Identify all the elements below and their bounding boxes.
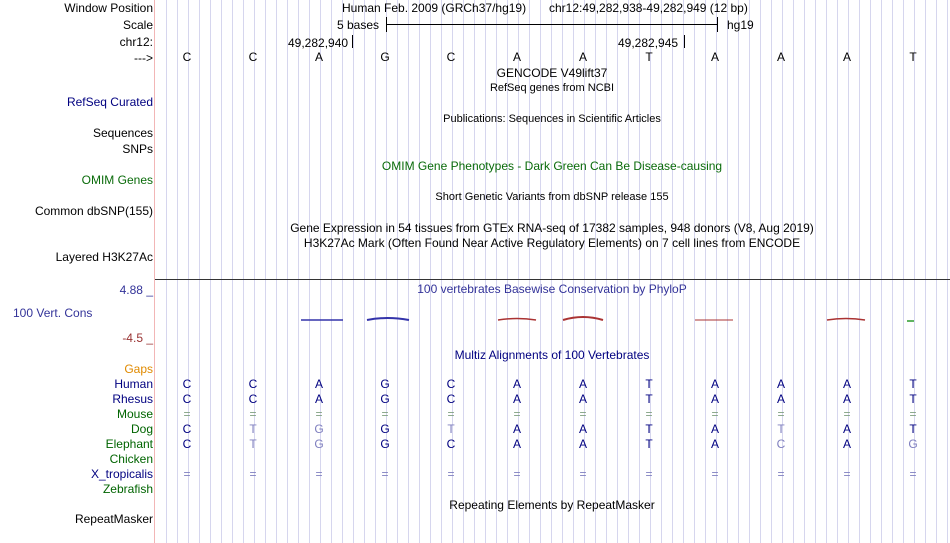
aligned-base: = bbox=[315, 407, 323, 421]
aligned-base: A bbox=[842, 377, 851, 391]
refseq-track-label[interactable]: RefSeq Curated bbox=[66, 95, 153, 109]
grid-line bbox=[903, 0, 904, 543]
scale-bar-text: 5 bases bbox=[337, 18, 380, 32]
species-label-elephant[interactable]: Elephant bbox=[105, 437, 153, 451]
reference-base: T bbox=[645, 50, 653, 64]
grid-line bbox=[375, 0, 376, 543]
grid-line bbox=[243, 0, 244, 543]
cons-min-label: -4.5 _ bbox=[122, 331, 153, 345]
aligned-base: = bbox=[777, 407, 785, 421]
repeatmasker-track-label[interactable]: RepeatMasker bbox=[74, 512, 153, 526]
grid-line bbox=[727, 0, 728, 543]
aligned-base: T bbox=[645, 437, 653, 451]
cons-red-segment-2 bbox=[563, 317, 603, 320]
aligned-base: C bbox=[446, 377, 456, 391]
aligned-base: T bbox=[249, 437, 257, 451]
aligned-base: T bbox=[447, 422, 455, 436]
grid-line bbox=[782, 0, 783, 543]
aligned-base: T bbox=[909, 422, 917, 436]
aligned-base: A bbox=[512, 392, 521, 406]
reference-base: C bbox=[446, 50, 456, 64]
aligned-base: A bbox=[314, 377, 323, 391]
coord-label-b: 49,282,945 bbox=[618, 36, 679, 50]
grid-line bbox=[815, 0, 816, 543]
grid-line bbox=[397, 0, 398, 543]
species-label-x_tropicalis[interactable]: X_tropicalis bbox=[90, 467, 153, 481]
snps-track-label[interactable]: SNPs bbox=[122, 142, 153, 156]
reference-base: A bbox=[512, 50, 521, 64]
scale-label: Scale bbox=[122, 18, 153, 32]
dbsnp-track-title[interactable]: Short Genetic Variants from dbSNP release 155 bbox=[435, 191, 669, 203]
grid-line bbox=[936, 0, 937, 543]
grid-line bbox=[265, 0, 266, 543]
aligned-base: = bbox=[315, 467, 323, 481]
grid-line bbox=[221, 0, 222, 543]
aligned-base: A bbox=[710, 422, 719, 436]
aligned-base: A bbox=[710, 392, 719, 406]
coord-label-a: 49,282,940 bbox=[288, 36, 349, 50]
species-label-rhesus[interactable]: Rhesus bbox=[112, 392, 153, 406]
grid-line bbox=[254, 0, 255, 543]
grid-line bbox=[705, 0, 706, 543]
aligned-base: = bbox=[843, 407, 851, 421]
track-divider bbox=[155, 279, 950, 280]
aligned-base: = bbox=[909, 467, 917, 481]
grid-line bbox=[342, 0, 343, 543]
assembly-name: Human Feb. 2009 (GRCh37/hg19) bbox=[342, 1, 527, 15]
gtex-track-title[interactable]: Gene Expression in 54 tissues from GTEx RNA-seq of 17382 samples, 948 donors (V8, Aug 2019) bbox=[290, 221, 814, 235]
aligned-base: T bbox=[249, 422, 257, 436]
grid-line bbox=[925, 0, 926, 543]
aligned-base: = bbox=[381, 407, 389, 421]
grid-line bbox=[353, 0, 354, 543]
aligned-base: G bbox=[314, 422, 324, 436]
aligned-base: C bbox=[248, 392, 258, 406]
grid-line bbox=[661, 0, 662, 543]
grid-line bbox=[639, 0, 640, 543]
multiz-track-title[interactable]: Multiz Alignments of 100 Vertebrates bbox=[454, 348, 650, 362]
aligned-base: = bbox=[183, 407, 191, 421]
aligned-base: T bbox=[645, 377, 653, 391]
grid-line bbox=[760, 0, 761, 543]
coord-tick-b bbox=[684, 35, 685, 48]
aligned-base: = bbox=[183, 467, 191, 481]
grid-line bbox=[738, 0, 739, 543]
grid-line bbox=[914, 0, 915, 543]
grid-line bbox=[650, 0, 651, 543]
grid-line bbox=[408, 0, 409, 543]
grid-line bbox=[430, 0, 431, 543]
reference-base: T bbox=[909, 50, 917, 64]
aligned-base: A bbox=[512, 422, 521, 436]
grid-line bbox=[386, 0, 387, 543]
gaps-label: Gaps bbox=[124, 362, 153, 376]
grid-line bbox=[309, 0, 310, 543]
strand-label: ---> bbox=[134, 51, 153, 65]
cons-wiggle-plot bbox=[155, 306, 950, 330]
grid-line bbox=[870, 0, 871, 543]
aligned-base: A bbox=[314, 392, 323, 406]
omim-track-label[interactable]: OMIM Genes bbox=[81, 173, 153, 187]
grid-line bbox=[419, 0, 420, 543]
aligned-base: A bbox=[842, 392, 851, 406]
reference-base: A bbox=[842, 50, 851, 64]
grid-line bbox=[199, 0, 200, 543]
grid-line bbox=[837, 0, 838, 543]
aligned-base: C bbox=[182, 422, 192, 436]
refseq-track-subtitle[interactable]: RefSeq genes from NCBI bbox=[489, 82, 615, 94]
aligned-base: C bbox=[182, 437, 192, 451]
grid-line bbox=[826, 0, 827, 543]
species-label-human[interactable]: Human bbox=[114, 377, 153, 391]
aligned-base: = bbox=[843, 467, 851, 481]
aligned-base: T bbox=[909, 392, 917, 406]
aligned-base: = bbox=[579, 407, 587, 421]
grid-line bbox=[287, 0, 288, 543]
aligned-base: = bbox=[513, 467, 521, 481]
aligned-base: A bbox=[512, 377, 521, 391]
aligned-base: A bbox=[842, 422, 851, 436]
aligned-base: C bbox=[446, 437, 456, 451]
reference-base: A bbox=[314, 50, 323, 64]
grid-line bbox=[947, 0, 948, 543]
aligned-base: G bbox=[380, 437, 390, 451]
grid-line bbox=[364, 0, 365, 543]
aligned-base: C bbox=[182, 392, 192, 406]
grid-line bbox=[166, 0, 167, 543]
species-label-zebrafish[interactable]: Zebrafish bbox=[102, 482, 153, 496]
grid-line bbox=[276, 0, 277, 543]
aligned-base: A bbox=[512, 437, 521, 451]
reference-base: A bbox=[776, 50, 785, 64]
grid-line bbox=[177, 0, 178, 543]
aligned-base: = bbox=[645, 407, 653, 421]
grid-line bbox=[848, 0, 849, 543]
grid-line bbox=[859, 0, 860, 543]
aligned-base: = bbox=[249, 467, 257, 481]
aligned-base: A bbox=[842, 437, 851, 451]
cons-red-segment-4 bbox=[827, 319, 865, 321]
aligned-base: = bbox=[909, 407, 917, 421]
label-separator bbox=[154, 0, 155, 543]
grid-line bbox=[617, 0, 618, 543]
aligned-base: = bbox=[249, 407, 257, 421]
chrom-label: chr12: bbox=[119, 35, 153, 49]
aligned-base: A bbox=[776, 392, 785, 406]
sequences-track-label[interactable]: Sequences bbox=[92, 126, 153, 140]
aligned-base: = bbox=[579, 467, 587, 481]
publications-track-title[interactable]: Publications: Sequences in Scientific Articles bbox=[443, 113, 661, 125]
cons-track-label[interactable]: 100 Vert. Cons bbox=[13, 306, 93, 320]
aligned-base: = bbox=[711, 467, 719, 481]
grid-line bbox=[320, 0, 321, 543]
aligned-base: C bbox=[182, 377, 192, 391]
scale-db-label: hg19 bbox=[727, 18, 754, 32]
cons-blue-segment-2 bbox=[367, 318, 409, 320]
reference-base: A bbox=[710, 50, 719, 64]
aligned-base: G bbox=[380, 392, 390, 406]
omim-track-title[interactable]: OMIM Gene Phenotypes - Dark Green Can Be Disease-causing bbox=[381, 159, 723, 173]
grid-line bbox=[804, 0, 805, 543]
grid-line bbox=[628, 0, 629, 543]
cons-track-title[interactable]: 100 vertebrates Basewise Conservation by PhyloP bbox=[417, 282, 687, 296]
grid-line bbox=[716, 0, 717, 543]
grid-line bbox=[683, 0, 684, 543]
aligned-base: = bbox=[645, 467, 653, 481]
aligned-base: T bbox=[909, 377, 917, 391]
grid-line bbox=[232, 0, 233, 543]
aligned-base: A bbox=[578, 392, 587, 406]
aligned-base: A bbox=[710, 437, 719, 451]
h3k27ac-track-title[interactable]: H3K27Ac Mark (Often Found Near Active Regulatory Elements) on 7 cell lines from ENCODE bbox=[303, 236, 801, 250]
aligned-base: = bbox=[381, 467, 389, 481]
aligned-base: G bbox=[380, 377, 390, 391]
grid-line bbox=[210, 0, 211, 543]
cons-red-segment-1 bbox=[498, 319, 536, 321]
reference-base: A bbox=[578, 50, 587, 64]
aligned-base: A bbox=[776, 377, 785, 391]
species-label-chicken[interactable]: Chicken bbox=[109, 452, 153, 466]
reference-base: G bbox=[380, 50, 390, 64]
grid-line bbox=[771, 0, 772, 543]
aligned-base: G bbox=[380, 422, 390, 436]
aligned-base: A bbox=[578, 437, 587, 451]
h3k27ac-track-label[interactable]: Layered H3K27Ac bbox=[55, 250, 153, 264]
grid-line bbox=[298, 0, 299, 543]
aligned-base: G bbox=[314, 437, 324, 451]
species-label-mouse[interactable]: Mouse bbox=[116, 407, 153, 421]
dbsnp-track-label[interactable]: Common dbSNP(155) bbox=[34, 204, 153, 218]
grid-line bbox=[331, 0, 332, 543]
scale-bar-right-tick bbox=[717, 17, 718, 32]
grid-line bbox=[892, 0, 893, 543]
coord-tick-a bbox=[352, 35, 353, 48]
aligned-base: T bbox=[645, 392, 653, 406]
aligned-base: C bbox=[446, 392, 456, 406]
scale-bar-line bbox=[386, 24, 718, 25]
aligned-base: C bbox=[248, 377, 258, 391]
reference-base: C bbox=[182, 50, 192, 64]
window-position-value: chr12:49,282,938-49,282,949 (12 bp) bbox=[549, 1, 748, 15]
grid-line bbox=[793, 0, 794, 543]
grid-line bbox=[188, 0, 189, 543]
grid-line bbox=[881, 0, 882, 543]
species-label-dog[interactable]: Dog bbox=[130, 422, 153, 436]
window-position-label: Window Position bbox=[64, 1, 153, 15]
aligned-base: = bbox=[447, 467, 455, 481]
aligned-base: = bbox=[447, 407, 455, 421]
aligned-base: A bbox=[578, 422, 587, 436]
grid-line bbox=[694, 0, 695, 543]
aligned-base: A bbox=[710, 377, 719, 391]
repeatmasker-track-title[interactable]: Repeating Elements by RepeatMasker bbox=[449, 498, 655, 512]
grid-line bbox=[463, 0, 464, 543]
aligned-base: T bbox=[645, 422, 653, 436]
aligned-base: T bbox=[777, 422, 785, 436]
grid-line bbox=[452, 0, 453, 543]
aligned-base: A bbox=[578, 377, 587, 391]
grid-line bbox=[485, 0, 486, 543]
grid-line bbox=[749, 0, 750, 543]
aligned-base: = bbox=[513, 407, 521, 421]
cons-max-label: 4.88 _ bbox=[119, 283, 153, 297]
aligned-base: = bbox=[711, 407, 719, 421]
reference-base: C bbox=[248, 50, 258, 64]
grid-line bbox=[672, 0, 673, 543]
gencode-track-title[interactable]: GENCODE V49lift37 bbox=[496, 66, 608, 80]
aligned-base: = bbox=[777, 467, 785, 481]
grid-line bbox=[474, 0, 475, 543]
aligned-base: C bbox=[776, 437, 786, 451]
aligned-base: G bbox=[908, 437, 918, 451]
grid-line bbox=[441, 0, 442, 543]
